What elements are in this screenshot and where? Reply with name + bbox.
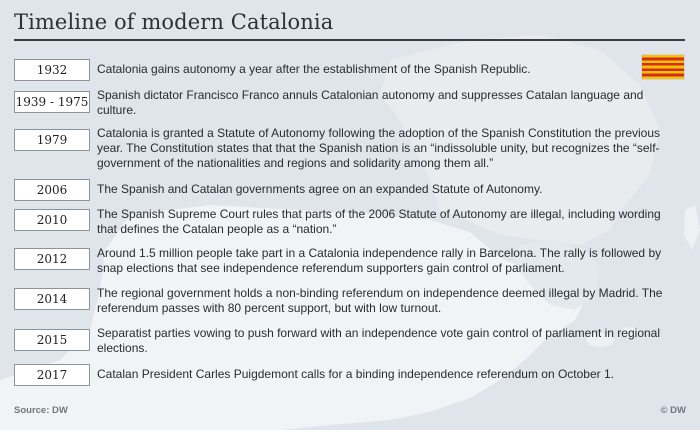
timeline-year-1979: 1979 — [14, 129, 90, 151]
timeline-year-2014: 2014 — [14, 288, 90, 310]
timeline-year-2010: 2010 — [14, 209, 90, 231]
page-title: Timeline of modern Catalonia — [14, 10, 334, 34]
timeline-event-text: Around 1.5 million people take part in a Catalonia independence rally in Barcelona. The rally is followed by snap elections that see independence referendum supporters gain control of parliament. — [97, 246, 662, 275]
timeline-year-2006: 2006 — [14, 179, 90, 201]
timeline-year-2017: 2017 — [14, 364, 90, 386]
timeline-year-1932: 1932 — [14, 59, 90, 81]
timeline-year-2012: 2012 — [14, 248, 90, 270]
timeline-event-text: Catalan President Carles Puigdemont calls for a binding independence referendum on October 1. — [97, 367, 614, 381]
timeline-event-text: The Spanish Supreme Court rules that parts of the 2006 Statute of Autonomy are illegal, including wording that defines the Catalan people as a “nation.” — [97, 207, 661, 236]
source-credit: Source: DW — [14, 405, 68, 416]
timeline-event-text: Catalonia is granted a Statute of Autonomy following the adoption of the Spanish Constitution the previous year. The Constitution states that that the Spanish nation is an “indissoluble unity, but recognizes the “self-government of the nationalities and regions and solidarity among them all.” — [97, 126, 661, 170]
timeline-event-text: The Spanish and Catalan governments agree on an expanded Statute of Autonomy. — [97, 182, 543, 196]
timeline-event-text: Spanish dictator Francisco Franco annuls Catalonian autonomy and suppresses Catalan language and culture. — [97, 88, 644, 117]
timeline-year-2015: 2015 — [14, 329, 90, 351]
timeline-year-1939-1975: 1939 - 1975 — [14, 91, 90, 113]
timeline-event-text: Catalonia gains autonomy a year after the establishment of the Spanish Republic. — [97, 62, 531, 76]
timeline-event-text: Separatist parties vowing to push forward with an independence vote gain control of parliament in regional elections. — [97, 326, 661, 355]
title-divider — [14, 39, 685, 41]
copyright-credit: © DW — [660, 405, 686, 416]
timeline-event-text: The regional government holds a non-binding referendum on independence deemed illegal by Madrid. The referendum passes with 80 percent support, but with low turnout. — [97, 286, 663, 315]
